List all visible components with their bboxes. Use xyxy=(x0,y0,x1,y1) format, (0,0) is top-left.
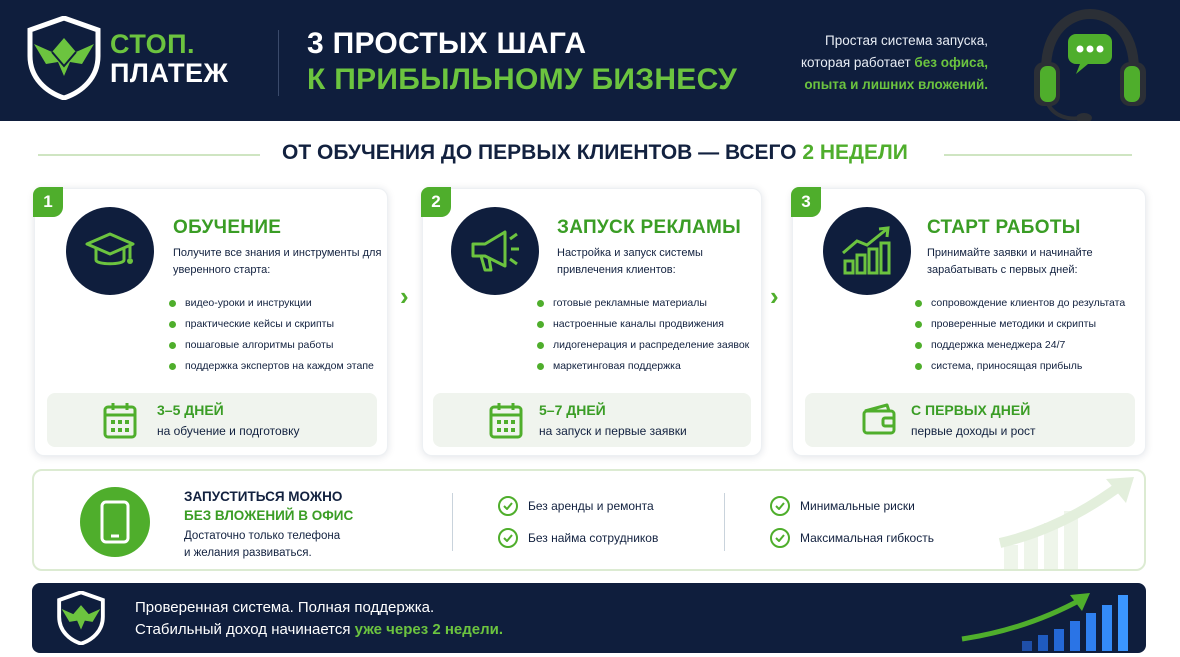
wallet-icon xyxy=(861,401,897,437)
tagline-line-1: Простая система запуска, xyxy=(824,33,988,48)
benefits-divider xyxy=(452,493,453,551)
calendar-icon xyxy=(489,401,523,439)
step-title: СТАРТ РАБОТЫ xyxy=(927,217,1081,238)
bullet-dot xyxy=(169,300,176,307)
bullet-dot xyxy=(537,342,544,349)
list-item xyxy=(169,314,374,335)
list-item-text: поддержка экспертов на каждом этапе xyxy=(185,360,374,372)
shield-eagle-icon xyxy=(24,16,104,100)
check-circle-icon xyxy=(770,528,790,548)
step-icon-circle xyxy=(66,207,154,295)
duration-title: 5–7 ДНЕЙ xyxy=(539,402,606,418)
header-banner xyxy=(0,0,1180,121)
brand-logo[interactable] xyxy=(24,14,254,106)
list-item xyxy=(169,293,374,314)
bullet-dot xyxy=(169,342,176,349)
duration-title: 3–5 ДНЕЙ xyxy=(157,402,224,418)
duration-subtitle: на обучение и подготовку xyxy=(157,424,300,438)
shield-eagle-icon xyxy=(54,591,108,645)
benefits-title-line-1: ЗАПУСТИТЬСЯ МОЖНО xyxy=(184,489,343,504)
tagline-line-2-text: которая работает xyxy=(801,55,915,70)
headset-icon xyxy=(1028,8,1148,121)
page-title xyxy=(307,26,737,98)
step-feature-list xyxy=(915,293,1125,377)
list-item-text: готовые рекламные материалы xyxy=(553,297,707,309)
list-item-text: маркетинговая поддержка xyxy=(553,360,681,372)
check-circle-icon xyxy=(498,496,518,516)
bullet-dot xyxy=(915,363,922,370)
list-item xyxy=(537,356,749,377)
step-description: Принимайте заявки и начинайте зарабатывать с первых дней: xyxy=(927,247,1093,276)
header-divider xyxy=(278,30,279,96)
benefit-check-item xyxy=(770,528,934,548)
page-title-line-2: К ПРИБЫЛЬНОМУ БИЗНЕСУ xyxy=(307,63,738,96)
subtitle-line-left xyxy=(38,154,260,156)
benefit-check-item xyxy=(498,528,658,548)
bullet-dot xyxy=(915,321,922,328)
growth-chart-icon xyxy=(839,225,895,277)
step-card-1[interactable] xyxy=(34,188,388,456)
step-card-2[interactable] xyxy=(422,188,762,456)
bullet-dot xyxy=(169,321,176,328)
smartphone-icon xyxy=(100,500,130,544)
list-item-text: сопровождение клиентов до результата xyxy=(931,297,1126,309)
benefits-panel xyxy=(32,469,1146,571)
calendar-icon xyxy=(103,401,137,439)
step-title: ОБУЧЕНИЕ xyxy=(173,217,282,238)
step-title: ЗАПУСК РЕКЛАМЫ xyxy=(557,217,742,238)
list-item xyxy=(537,314,749,335)
step-description: Настройка и запуск системы привлечения клиентов: xyxy=(557,247,703,276)
benefit-check-text: Без аренды и ремонта xyxy=(528,499,654,513)
footer-text xyxy=(135,597,503,641)
benefit-check-text: Минимальные риски xyxy=(800,499,915,513)
list-item-text: проверенные методики и скрипты xyxy=(931,318,1096,330)
list-item-text: лидогенерация и распределение заявок xyxy=(553,339,750,351)
list-item-text: настроенные каналы продвижения xyxy=(553,318,724,330)
step-number-badge: 2 xyxy=(421,187,451,217)
benefits-desc-line-1: Достаточно только телефона xyxy=(184,530,341,542)
bullet-dot xyxy=(915,300,922,307)
benefits-title xyxy=(184,487,353,525)
header-tagline xyxy=(748,30,988,96)
step-icon-circle xyxy=(451,207,539,295)
step-feature-list xyxy=(537,293,749,377)
footer-line-2-text: Стабильный доход начинается xyxy=(135,621,355,638)
benefit-check-item xyxy=(770,496,915,516)
bullet-dot xyxy=(169,363,176,370)
duration-subtitle: первые доходы и рост xyxy=(911,424,1036,438)
footer-line-1: Проверенная система. Полная поддержка. xyxy=(135,599,435,616)
subtitle-row xyxy=(0,135,1180,175)
benefit-check-text: Без найма сотрудников xyxy=(528,531,659,545)
benefits-divider xyxy=(724,493,725,551)
duration-subtitle: на запуск и первые заявки xyxy=(539,424,687,438)
list-item-text: видео-уроки и инструкции xyxy=(185,297,312,309)
logo-line-2: ПЛАТЕЖ xyxy=(110,58,229,88)
subtitle-highlight: 2 НЕДЕЛИ xyxy=(802,141,908,164)
tagline-line-2 xyxy=(748,52,988,74)
benefits-description xyxy=(184,528,340,562)
rising-chart-icon xyxy=(922,587,1142,651)
list-item xyxy=(915,293,1125,314)
step-card-3[interactable] xyxy=(792,188,1146,456)
tagline-line-3: опыта и лишних вложений. xyxy=(804,77,988,92)
list-item xyxy=(915,335,1125,356)
bullet-dot xyxy=(537,321,544,328)
benefit-check-text: Максимальная гибкость xyxy=(800,531,934,545)
step-feature-list xyxy=(169,293,374,377)
list-item xyxy=(537,335,749,356)
chevron-right-icon: › xyxy=(770,281,779,311)
bullet-dot xyxy=(537,363,544,370)
section-subtitle xyxy=(282,141,908,165)
list-item-text: система, приносящая прибыль xyxy=(931,360,1083,372)
list-item xyxy=(537,293,749,314)
check-circle-icon xyxy=(498,528,518,548)
step-duration-box xyxy=(805,393,1135,447)
growth-arrow-icon xyxy=(994,473,1144,569)
tagline-line-2-highlight: без офиса, xyxy=(914,55,988,70)
phone-icon-circle xyxy=(80,487,150,557)
list-item-text: поддержка менеджера 24/7 xyxy=(931,339,1066,351)
logo-line-1: СТОП. xyxy=(110,29,196,59)
step-duration-box xyxy=(433,393,751,447)
list-item xyxy=(915,356,1125,377)
subtitle-text: ОТ ОБУЧЕНИЯ ДО ПЕРВЫХ КЛИЕНТОВ — ВСЕГО xyxy=(282,141,803,164)
graduation-cap-icon xyxy=(83,224,137,278)
step-number-badge: 1 xyxy=(33,187,63,217)
list-item-text: пошаговые алгоритмы работы xyxy=(185,339,334,351)
benefits-desc-line-2: и желания развиваться. xyxy=(184,547,312,559)
footer-line-2-highlight: уже через 2 недели. xyxy=(354,621,504,638)
check-circle-icon xyxy=(770,496,790,516)
footer-banner xyxy=(32,583,1146,653)
step-description: Получите все знания и инструменты для уверенного старта: xyxy=(173,247,382,276)
footer-line-2 xyxy=(135,619,503,641)
list-item xyxy=(169,335,374,356)
benefits-title-line-2: БЕЗ ВЛОЖЕНИЙ В ОФИС xyxy=(184,508,354,523)
duration-title: С ПЕРВЫХ ДНЕЙ xyxy=(911,402,1031,418)
subtitle-line-right xyxy=(944,154,1132,156)
list-item xyxy=(169,356,374,377)
benefit-check-item xyxy=(498,496,654,516)
step-number-badge: 3 xyxy=(791,187,821,217)
megaphone-icon xyxy=(467,226,523,276)
bullet-dot xyxy=(915,342,922,349)
list-item-text: практические кейсы и скрипты xyxy=(185,318,335,330)
step-icon-circle xyxy=(823,207,911,295)
step-duration-box xyxy=(47,393,377,447)
page-title-line-1: 3 ПРОСТЫХ ШАГА xyxy=(307,27,587,60)
bullet-dot xyxy=(537,300,544,307)
list-item xyxy=(915,314,1125,335)
chevron-right-icon: › xyxy=(400,281,409,311)
